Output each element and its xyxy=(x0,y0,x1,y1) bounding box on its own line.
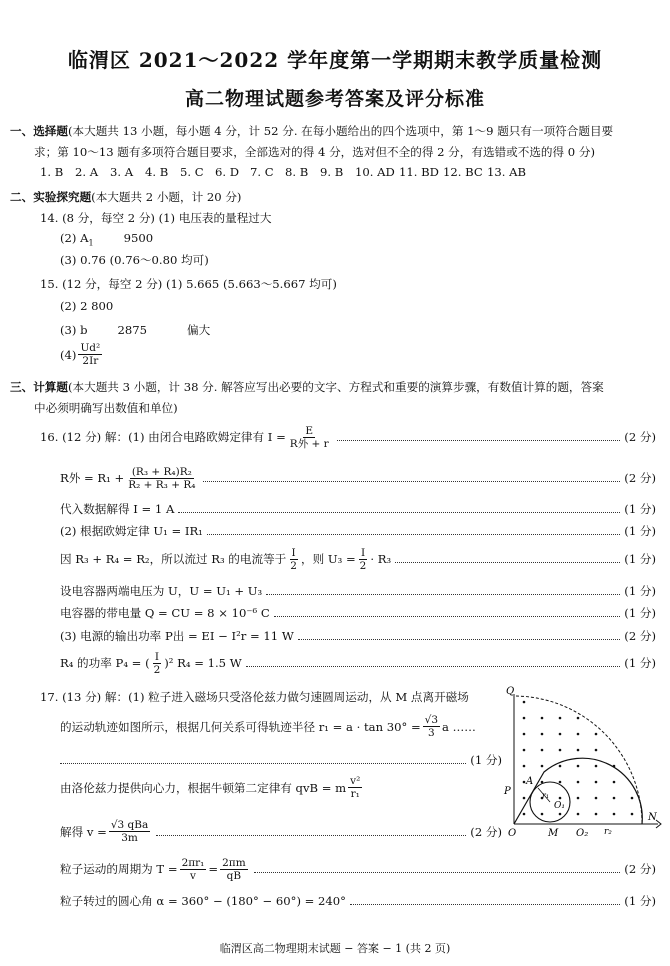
section1-desc1: (本大题共 13 小题，每小题 4 分，计 52 分. 在每小题给出的四个选项中，第 1～9 题只有一项符合题目要 xyxy=(67,124,614,138)
q14-line2 xyxy=(60,231,153,247)
label-p: P xyxy=(504,786,511,797)
label-n: N xyxy=(648,812,657,823)
choice-answer: 1. B xyxy=(40,165,64,179)
q17-l6a: 粒子运动的周期为 T = xyxy=(60,862,178,876)
q17-row5 xyxy=(60,819,502,844)
q17-frac4-den: r₁ xyxy=(350,788,360,800)
q17-l7: 粒子转过的圆心角 α = 360° − (180° − 60°) = 240° xyxy=(60,894,346,908)
q16-l5b: ，则 U₃ = xyxy=(300,552,356,566)
q16-l7: 电容器的带电量 Q = CU = 8 × 10⁻⁶ C xyxy=(60,606,270,620)
q16-l2a: R外 = R₁ + xyxy=(60,471,125,485)
field-dot xyxy=(523,749,526,752)
section1-line1 xyxy=(10,123,613,139)
q16-row6 xyxy=(60,582,656,600)
q16-pts2: (2 分) xyxy=(624,471,656,485)
field-boundary-arc xyxy=(514,696,642,824)
field-dot xyxy=(577,749,580,752)
q15-fraction xyxy=(78,342,102,367)
q16-pts4: (1 分) xyxy=(624,524,656,538)
q15-4-label: (4) xyxy=(60,347,77,362)
section3-desc2: 中必须明确写出数值和单位) xyxy=(34,401,178,415)
q16-row9 xyxy=(60,650,656,676)
q17-l2b: a …… xyxy=(442,719,476,734)
section2-line xyxy=(10,189,241,205)
q16-frac5b xyxy=(358,547,369,572)
q17-frac6b-den: qB xyxy=(226,869,242,882)
q15-line4 xyxy=(60,342,104,367)
field-dot xyxy=(523,717,526,720)
q17-frac6a-num: 2πr₁ xyxy=(181,856,205,869)
q17-row3 xyxy=(60,752,502,768)
q15-3a: (3) b xyxy=(60,323,88,337)
q16-pts5: (1 分) xyxy=(624,552,656,566)
field-dot xyxy=(577,813,580,816)
q17-frac5 xyxy=(109,819,150,844)
choice-answer: 8. B xyxy=(285,165,309,179)
q15-line3 xyxy=(60,322,210,338)
field-dot xyxy=(559,733,562,736)
q17-row6 xyxy=(60,856,656,882)
label-o1: O₁ xyxy=(554,801,565,811)
field-dot xyxy=(577,765,580,768)
field-dot xyxy=(631,813,634,816)
q17-frac4-num: v² xyxy=(350,775,361,787)
q16-frac2-num: (R₃ + R₄)R₂ xyxy=(131,465,192,478)
q17-l5a: 解得 v = xyxy=(60,824,107,839)
q16-l6: 设电容器两端电压为 U，U = U₁ + U₃ xyxy=(60,584,263,598)
q16-l9a: R₄ 的功率 P₄ = ( xyxy=(60,656,150,670)
page-footer: 临渭区高二物理期末试题 − 答案 − 1 (共 2 页) xyxy=(219,942,451,955)
field-dot xyxy=(541,813,544,816)
q16-frac2 xyxy=(126,466,197,491)
field-dot xyxy=(523,701,526,704)
choice-answer: 6. D xyxy=(215,165,240,179)
field-dot xyxy=(577,781,580,784)
choice-answer: 12. BC xyxy=(443,165,483,179)
q16-pts7: (1 分) xyxy=(624,606,656,620)
field-dot xyxy=(595,733,598,736)
choice-answer: 10. AD xyxy=(355,165,395,179)
q16-frac1-den: R外 + r xyxy=(289,437,329,450)
field-dot xyxy=(595,749,598,752)
q16-frac9-den: 2 xyxy=(153,663,161,676)
q17-frac2 xyxy=(423,714,440,739)
section2-heading: 二、实验探究题 xyxy=(10,190,92,204)
q16-row3 xyxy=(60,500,656,518)
field-dot xyxy=(577,797,580,800)
choice-answer: 4. B xyxy=(145,165,169,179)
section1-heading: 一、选择题 xyxy=(10,124,68,138)
q14-line1: 14. (8 分，每空 2 分) (1) 电压表的量程过大 xyxy=(40,211,272,225)
q16-row8 xyxy=(60,627,656,645)
field-dot xyxy=(559,717,562,720)
field-dot xyxy=(559,813,562,816)
q15-3c: 偏大 xyxy=(187,323,211,337)
q14-b: 9500 xyxy=(123,231,154,245)
label-o: O xyxy=(508,828,517,839)
q17-frac6b-num: 2πm xyxy=(222,856,246,869)
q16-row2 xyxy=(60,465,656,491)
choice-answer: 9. B xyxy=(320,165,344,179)
q17-pts3: (1 分) xyxy=(470,753,502,767)
q17-l1: 17. (13 分) 解：(1) 粒子进入磁场只受洛伦兹力做匀速圆周运动，从 M 点离开磁场 xyxy=(40,690,469,704)
q16-row5 xyxy=(60,546,656,572)
q16-l9b: )² R₄ = 1.5 W xyxy=(164,656,242,670)
q16-l1: 16. (12 分) 解：(1) 由闭合电路欧姆定律有 I = xyxy=(40,430,286,444)
q16-l5c: · R₃ xyxy=(370,552,392,566)
q16-row1 xyxy=(40,424,656,450)
field-dot xyxy=(523,733,526,736)
q16-frac5a-num: I xyxy=(291,546,296,559)
section2-desc: (本大题共 2 小题，计 20 分) xyxy=(91,190,242,204)
choice-answer: 5. C xyxy=(180,165,204,179)
label-r1: r₁ xyxy=(542,791,550,800)
q15-frac-num: Ud² xyxy=(80,342,101,354)
section3-desc1: (本大题共 3 小题，计 38 分. 解答应写出必要的文字、方程式和重要的演算步骤，有数值计算的题，答案 xyxy=(67,380,604,394)
q17-frac6a-den: v xyxy=(190,869,196,882)
field-dot xyxy=(595,765,598,768)
section3-heading: 三、计算题 xyxy=(10,380,68,394)
q16-frac9 xyxy=(152,651,163,676)
choice-answer: 11. BD xyxy=(399,165,439,179)
field-dot xyxy=(559,781,562,784)
q16-frac9-num: I xyxy=(154,650,160,663)
q16-frac5a xyxy=(288,547,299,572)
q17-row4 xyxy=(60,775,364,800)
q16-frac1-num: E xyxy=(305,424,314,437)
field-dot xyxy=(613,797,616,800)
field-dot xyxy=(541,765,544,768)
field-dot xyxy=(577,717,580,720)
q16-l8: (3) 电源的输出功率 P出 = EI − I²r = 11 W xyxy=(60,629,294,643)
q17-row2 xyxy=(60,714,476,739)
q14-a: (2) A xyxy=(60,231,89,245)
choice-answer: 7. C xyxy=(250,165,274,179)
label-m: M xyxy=(548,828,559,839)
q16-row7 xyxy=(60,604,656,622)
label-o2: O₂ xyxy=(576,828,589,839)
field-dot xyxy=(559,797,562,800)
section3-line1 xyxy=(10,379,604,395)
q17-frac4 xyxy=(348,775,362,800)
q15-frac-den: 2Ir xyxy=(82,355,99,367)
q17-pts7: (1 分) xyxy=(624,894,656,908)
page-subtitle: 高二物理试题参考答案及评分标准 xyxy=(184,88,485,110)
q17-frac5-den: 3m xyxy=(121,832,138,844)
q16-frac5a-den: 2 xyxy=(290,559,297,572)
q17-frac2-num: √3 xyxy=(424,714,439,726)
q16-pts6: (1 分) xyxy=(624,584,656,598)
field-dot xyxy=(523,797,526,800)
q17-pts6: (2 分) xyxy=(624,862,656,876)
q15-3b: 2875 xyxy=(117,323,148,337)
q17-frac5-num: √3 qBa xyxy=(110,819,149,831)
q16-frac1 xyxy=(288,425,331,450)
q16-frac5b-den: 2 xyxy=(359,559,367,572)
q17-row7 xyxy=(60,892,656,910)
q17-l6b: = xyxy=(208,862,219,876)
q16-pts8: (2 分) xyxy=(624,629,656,643)
q17-l4a: 由洛伦兹力提供向心力，根据牛顿第二定律有 qvB = m xyxy=(60,780,347,795)
q17-frac6b xyxy=(220,857,248,882)
q16-pts9: (1 分) xyxy=(624,656,656,670)
field-dot xyxy=(541,717,544,720)
q16-frac5b-num: I xyxy=(360,546,366,559)
field-dot xyxy=(595,813,598,816)
q15-line2: (2) 2 800 xyxy=(60,299,114,313)
field-dot xyxy=(523,813,526,816)
magnetic-field-diagram xyxy=(500,684,662,844)
q16-l5a: 因 R₃ + R₄ = R₂，所以流过 R₃ 的电流等于 xyxy=(60,552,287,566)
q16-l3: 代入数据解得 I = 1 A xyxy=(60,502,175,516)
label-a: A xyxy=(526,776,534,787)
field-dot xyxy=(613,813,616,816)
label-r2: r₂ xyxy=(604,827,612,837)
field-dot xyxy=(577,733,580,736)
field-dot xyxy=(631,797,634,800)
field-dot xyxy=(559,765,562,768)
q16-l4: (2) 根据欧姆定律 U₁ = IR₁ xyxy=(60,524,203,538)
page-title: 临渭区 2021～2022 学年度第一学期期末教学质量检测 xyxy=(67,48,603,72)
field-dot xyxy=(523,765,526,768)
section1-desc2: 求；第 10～13 题有多项符合题目要求，全部选对的得 4 分，选对但不全的得 2 分，有选错或不选的得 0 分) xyxy=(34,145,595,159)
q16-frac2-den: R₂ + R₃ + R₄ xyxy=(128,478,196,491)
q14-a-sub: 1 xyxy=(88,238,94,248)
q16-row4 xyxy=(60,522,656,540)
label-q: Q xyxy=(506,686,515,697)
field-dot xyxy=(595,797,598,800)
q17-frac2-den: 3 xyxy=(428,727,435,739)
q17-pts5: (2 分) xyxy=(470,824,502,839)
q16-pts3: (1 分) xyxy=(624,502,656,516)
choice-answer: 13. AB xyxy=(487,165,527,179)
field-dot xyxy=(559,749,562,752)
field-dot xyxy=(595,781,598,784)
choice-answer: 2. A xyxy=(75,165,99,179)
field-dot xyxy=(541,749,544,752)
field-dot xyxy=(523,781,526,784)
field-dot xyxy=(613,781,616,784)
choice-answers xyxy=(40,165,531,179)
choice-answer: 3. A xyxy=(110,165,134,179)
q14-line3: (3) 0.76 (0.76～0.80 均可) xyxy=(60,253,209,267)
q15-line1: 15. (12 分，每空 2 分) (1) 5.665 (5.663～5.667 均可) xyxy=(40,277,337,291)
q17-frac6a xyxy=(180,857,207,882)
field-dot xyxy=(541,733,544,736)
q17-l2a: 的运动轨迹如图所示，根据几何关系可得轨迹半径 r₁ = a · tan 30° = xyxy=(60,719,421,734)
q16-pts1: (2 分) xyxy=(624,430,656,444)
